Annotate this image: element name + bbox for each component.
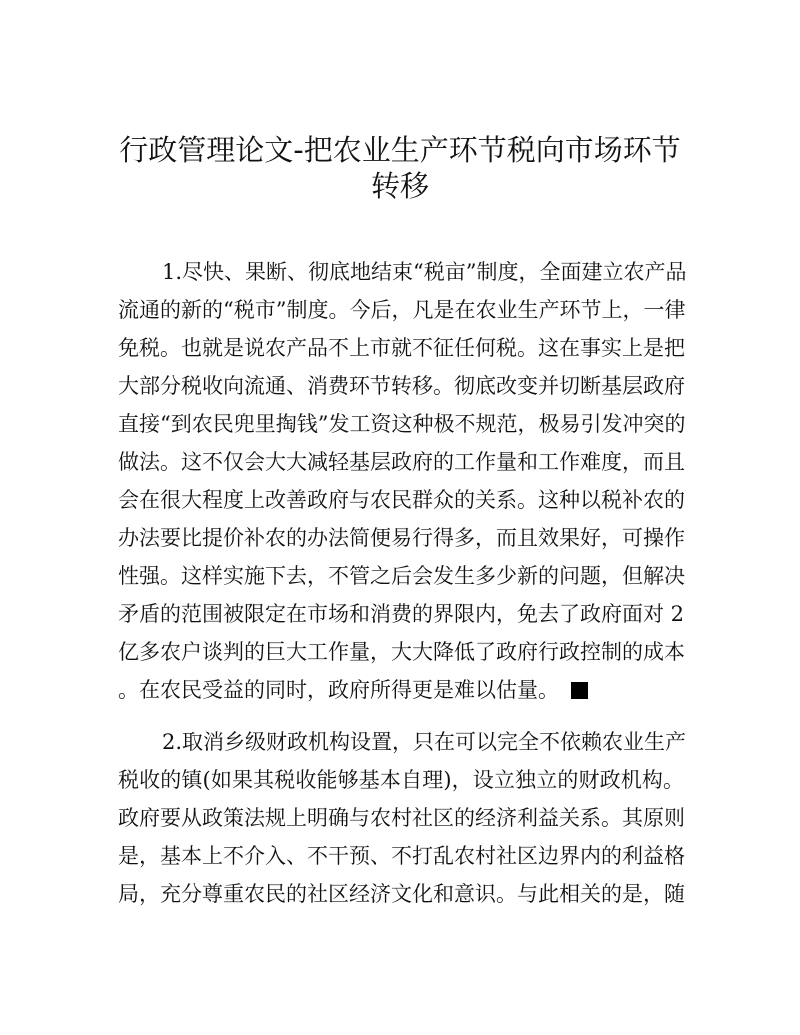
paragraph-2-line: 税收的镇(如果其税收能够基本自理)，设立独立的财政机构。 — [118, 768, 684, 792]
paragraph-2-line: 局，充分尊重农民的社区经济文化和意识。与此相关的是，随 — [118, 882, 685, 906]
paragraph-1-line: 流通的新的“税市”制度。今后，凡是在农业生产环节上，一律 — [118, 298, 686, 322]
paragraph-2-line: 2.取消乡级财政机构设置，只在可以完全不依赖农业生产 — [162, 730, 687, 754]
document-title-line-1: 行政管理论文-把农业生产环节税向市场环节 — [119, 133, 681, 167]
paragraph-1-last-line — [118, 677, 684, 703]
paragraph-1-line: 做法。这不仅会大大减轻基层政府的工作量和工作难度，而且 — [118, 450, 685, 474]
paragraph-1-line: 办法要比提价补农的办法简便易行得多，而且效果好，可操作 — [118, 526, 685, 550]
paragraph-1-line: 矛盾的范围被限定在市场和消费的界限内，免去了政府面对 2 — [118, 602, 685, 626]
paragraph-2-line: 是，基本上不介入、不干预、不打乱农村社区边界内的利益格 — [118, 844, 685, 868]
paragraph-1-line: 会在很大程度上改善政府与农民群众的关系。这种以税补农的 — [118, 488, 685, 512]
paragraph-1-line: 大部分税收向流通、消费环节转移。彻底改变并切断基层政府 — [118, 374, 685, 398]
paragraph-1-line: 亿多农户谈判的巨大工作量，大大降低了政府行政控制的成本 — [118, 640, 685, 664]
paragraph-1-line: 1.尽快、果断、彻底地结束“税亩”制度，全面建立农产品 — [162, 260, 687, 284]
paragraph-1-line: 免税。也就是说农产品不上市就不征任何税。这在事实上是把 — [118, 336, 685, 360]
document-title-line-2: 转移 — [370, 169, 429, 203]
paragraph-1-line: 。在农民受益的同时，政府所得更是难以估量。 — [118, 678, 559, 702]
paragraph-1-line: 直接“到农民兜里掏钱”发工资这种极不规范，极易引发冲突的 — [118, 412, 686, 436]
end-mark-square-icon — [571, 682, 588, 699]
paragraph-1-line: 性强。这样实施下去，不管之后会发生多少新的问题，但解决 — [118, 564, 685, 588]
paragraph-2-line: 政府要从政策法规上明确与农村社区的经济利益关系。其原则 — [118, 806, 685, 830]
